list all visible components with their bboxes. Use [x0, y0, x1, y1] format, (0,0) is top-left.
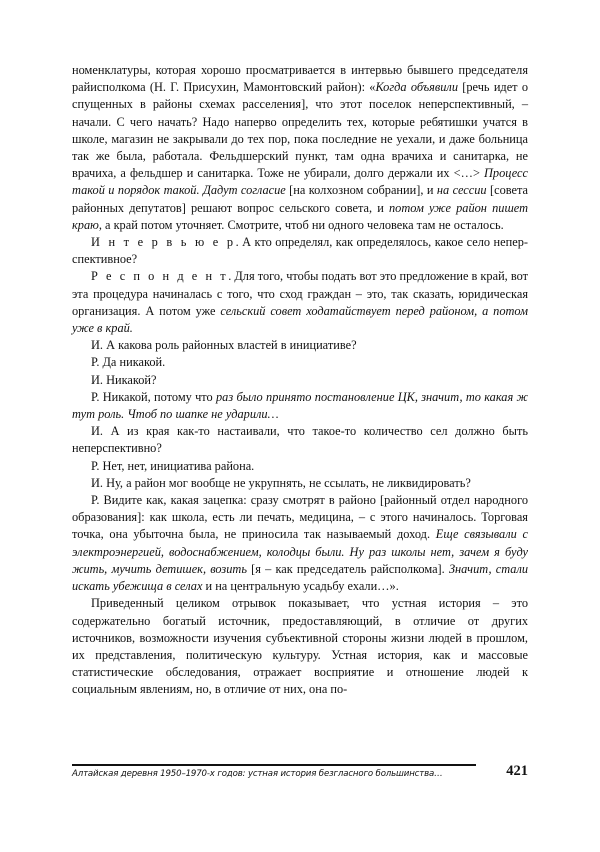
text-run: [я – как председатель райсполкома]. — [246, 561, 449, 576]
italic-quote-run: потом уже район пишет краю — [72, 200, 528, 232]
text-run: Р. Нет, нет, инициатива района. — [91, 458, 255, 473]
text-run: Р. Да никакой. — [91, 355, 166, 370]
text-run: [на колхозном собрании], и — [285, 183, 437, 198]
speaker-label: Р е с п о н д е н т — [91, 269, 229, 284]
body-text-column — [72, 62, 528, 699]
body-paragraph — [72, 62, 528, 234]
body-paragraph — [72, 423, 528, 457]
body-paragraph — [72, 354, 528, 371]
body-paragraph — [72, 268, 528, 337]
text-run: Приведенный целиком отрывок показывает, что устная история – это содержательно богатый источник, предоставляющий, в отличие от других источников, возможности изучения субъективной стороны жизни людей в прошлом, их представления, политическую культуру. Устная история, как и массовые статистические обследования, отражает восприятие и отношение людей к социальным явлениям, но, в отличие от них, она по- — [72, 596, 528, 697]
body-paragraph — [72, 337, 528, 354]
italic-quote-run: на сессии — [436, 183, 487, 198]
italic-quote-run: сельский совет ходатайствует перед районом, а потом уже в край. — [72, 303, 528, 336]
text-run: . Для того, чтобы подать вот это предложение в край, вот эта процедура начиналась с того, что сход граждан – это, так сказать, юридическая организация. А потом уже — [72, 269, 528, 318]
text-run: Р. Никакой, потому что — [91, 389, 216, 404]
body-paragraph — [72, 372, 528, 389]
italic-quote-run: Процесс такой и порядок такой. Дадут согласие — [72, 166, 528, 198]
italic-quote-run: Когда объявили — [375, 80, 458, 95]
text-run: [совета районных депутатов] решают вопрос сельского совета, и — [72, 183, 529, 215]
body-paragraph — [72, 458, 528, 475]
speaker-label: И н т е р в ь ю е р — [91, 235, 236, 250]
body-paragraph — [72, 234, 528, 268]
page-number: 421 — [506, 762, 528, 779]
text-run: И. А какова роль районных властей в инициативе? — [91, 338, 357, 353]
text-run: И. Никакой? — [91, 372, 157, 387]
text-run: и на центральную усадьбу ехали…». — [202, 579, 399, 594]
text-run: [речь идет о спущенных в районы схемах расселения], что этот поселок неперспективный, – начали. С чего начать? Надо наперво определить тех, которые ребятишки учатся в школе, магазин не закрывали до тех пор, пока последние не уехали, и даже больница так же была, работала. Фельдшерский пункт, там одна врачиха и санитарка, не врачиха, а фельдшер и санитарка. Тоже не убирали, долго держали их <…> — [72, 80, 529, 181]
italic-quote-run: Значит, стали искать убежища в селах — [72, 561, 529, 594]
body-paragraph — [72, 475, 528, 492]
text-run: И. А из края как-то настаивали, что такое-то количество сел должно быть неперспективно? — [72, 424, 528, 456]
text-run: Р. Видите как, какая зацепка: сразу смотрят в районо [районный отдел народного образования]: как школа, есть ли печать, медицина, – с этого начиналось. Торговая точка, она убыточна была, не приносила так называемый доход. — [72, 493, 528, 542]
running-footer-title: Алтайская деревня 1950–1970-х годов: устная история безгласного большинства… — [72, 769, 443, 779]
body-paragraph — [72, 389, 528, 423]
body-paragraph — [72, 492, 528, 595]
text-run: , а край потом уточняет. Смотрите, чтоб ни одного человека там не осталось. — [98, 217, 504, 232]
text-run: . А кто определял, как определялось, какое село неперспективное? — [72, 235, 528, 267]
body-paragraph — [72, 595, 528, 698]
italic-quote-run: Еще связывали с электроэнергией, водоснабжением, колодцы были. Ну раз школы нет, зачем я буду жить, мучить детишек, возить — [72, 527, 528, 576]
italic-quote-run: раз было принято постановление ЦК, значит, то какая ж тут роль. Чтоб по шапке не ударили… — [72, 389, 528, 422]
text-run: И. Ну, а район мог вообще не укрупнять, не ссылать, не ликвидировать? — [91, 475, 471, 490]
text-run: номенклатуры, которая хорошо просматривается в интервью бывшего председателя райисполкома (Н. Г. Присухин, Мамонтовский район): « — [72, 63, 528, 95]
page-footer — [72, 762, 528, 779]
